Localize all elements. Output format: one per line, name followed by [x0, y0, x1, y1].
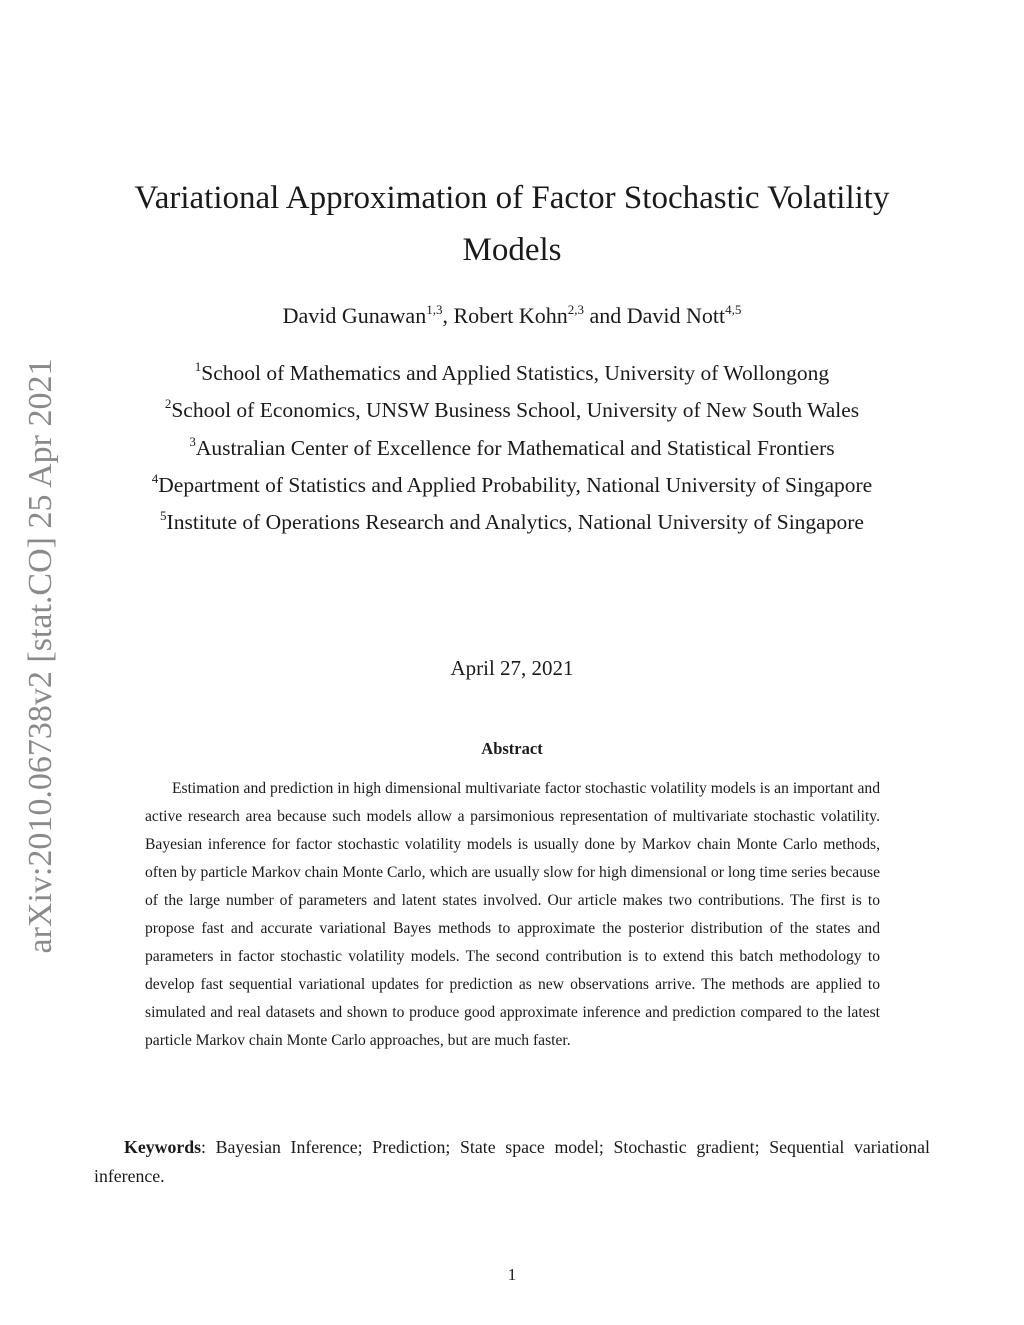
author-affiliation-mark: 4,5 [725, 302, 742, 317]
affiliation-item: $^3$Australian Center of Excellence for Mathematical and Statistical Frontiers [189, 433, 835, 460]
author: Robert Kohn$^{2,3}$ and [453, 302, 627, 328]
affiliation-item: $^2$School of Economics, UNSW Business School, University of New South Wales [164, 396, 860, 423]
affiliation-item: $^1$School of Mathematics and Applied Statistics, University of Wollongong [194, 359, 830, 385]
author: David Gunawan$^{1,3}$, [282, 302, 454, 328]
affiliation-list [100, 355, 924, 541]
author: David Nott$^{4,5}$ [626, 302, 742, 328]
keywords-text: : Bayesian Inference; Prediction; State space model; Stochastic gradient; Sequential variational inference. [94, 1137, 930, 1186]
author-affiliation-mark: 1,3 [426, 302, 443, 317]
affiliation-item: $^5$Institute of Operations Research and Analytics, National University of Singapore [160, 508, 864, 535]
abstract-text: Estimation and prediction in high dimensional multivariate factor stochastic volatility models is an important and active research area because such models allow a parsimonious representation of multivariate stochastic volatility. Bayesian inference for factor stochastic volatility models is usually done by Markov chain Monte Carlo methods, often by particle Markov chain Monte Carlo, which are usually slow for high dimensional or long time series because of the large number of parameters and latent states involved. Our article makes two contributions. The first is to propose fast and accurate variational Bayes methods to approximate the posterior distribution of the states and parameters in factor stochastic volatility models. The second contribution is to extend this batch methodology to develop fast sequential variational updates for prediction as new observations arrive. The methods are applied to simulated and real datasets and shown to produce good approximate inference and prediction compared to the latest particle Markov chain Monte Carlo approaches, but are much faster. [145, 780, 880, 1049]
abstract-heading: Abstract [481, 739, 543, 758]
publication-date: April 27, 2021 [450, 656, 574, 680]
arxiv-identifier-text: arXiv:2010.06738v2 [stat.CO] 25 Apr 2021 [22, 358, 59, 954]
author-list [100, 300, 924, 332]
affiliation-item: $^4$Department of Statistics and Applied Probability, National University of Singapore [151, 470, 873, 497]
arxiv-identifier-stamp [10, 356, 72, 956]
page-number: 1 [507, 1265, 517, 1284]
author-affiliation-mark: 2,3 [567, 302, 584, 317]
paper-title: Variational Approximation of Factor Stochastic Volatility Models [134, 180, 890, 268]
keywords-label: Keywords [124, 1137, 202, 1157]
keywords-paragraph [94, 1133, 930, 1191]
